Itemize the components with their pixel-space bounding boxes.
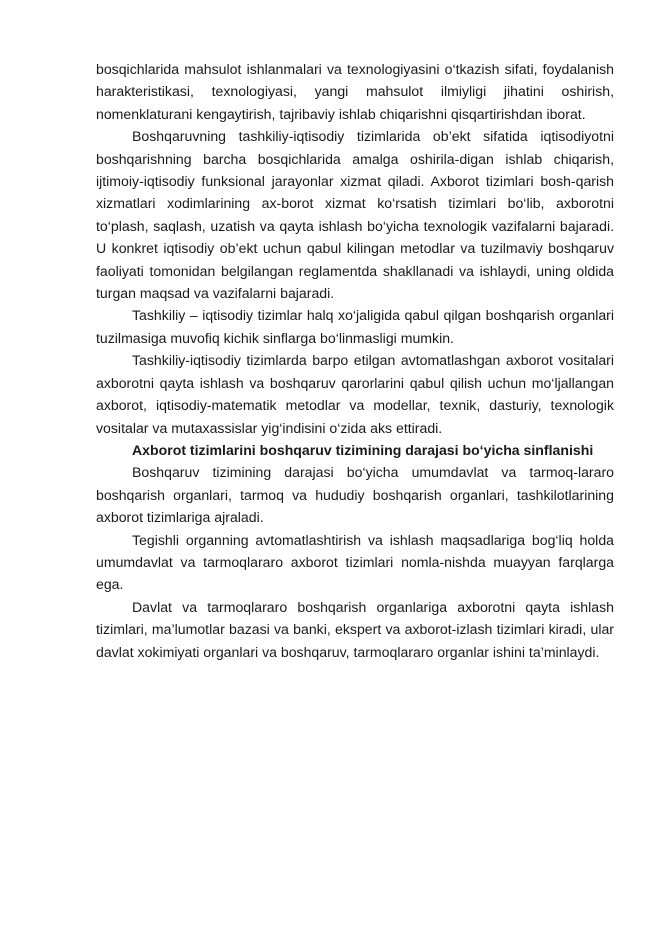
paragraph-4: Tashkiliy-iqtisodiy tizimlarda barpo etilgan avtomatlashgan axborot vositalari axborotni qayta ishlash va boshqaruv qarorlarini qabul qilish uchun mo‘ljallangan axborot, iqtisodiy-matematik metodlar va modellar, texnik, dasturiy, texnologik vositalar va mutaxassislar yig‘indisini o‘zida aks ettiradi. (96, 352, 614, 436)
paragraph-5: Boshqaruv tizimining darajasi bo‘yicha umumdavlat va tarmoq-lararo boshqarish organlari, tarmoq va hududiy boshqarish organlari, tashkilotlarining axborot tizimlariga ajraladi. (96, 464, 614, 526)
paragraph-7: Davlat va tarmoqlararo boshqarish organlariga axborotni qayta ishlash tizimlari, ma’lumotlar bazasi va banki, ekspert va axborot-izlash tizimlari kiradi, ular davlat xokimiyati organlari va boshqaruv, tarmoqlararo organlar ishini ta’minlaydi. (96, 598, 614, 660)
section-heading: Axborot tizimlarini boshqaruv tizimining darajasi bo‘yicha sinflanishi (132, 441, 594, 458)
paragraph-2: Boshqaruvning tashkiliy-iqtisodiy tizimlarida ob’ekt sifatida iqtisodiyotni boshqarishning barcha bosqichlarida amalga oshirila-digan ishlab chiqarish, ijtimoiy-iqtisodiy funksional jarayonlar xizmat qiladi. Axborot tizimlari bosh-qarish xizmatlari xodimlarining ax-borot xizmat ko‘rsatish tizimlari bo‘lib, axborotni to‘plash, saqlash, uzatish va qayta ishlash bo‘yicha texnologik vazifalarni bajaradi. U konkret iqtisodiy ob’ekt uchun qabul kilingan metodlar va tuzilmaviy boshqaruv faoliyati tomonidan belgilangan reglamentda shakllanadi va ishlaydi, uning oldida turgan maqsad va vazifalarni bajaradi. (96, 128, 614, 302)
paragraph-3: Tashkiliy – iqtisodiy tizimlar halq xo‘jaligida qabul qilgan boshqarish organlari tuzilmasiga muvofiq kichik sinflarga bo‘linmasligi mumkin. (96, 307, 614, 346)
paragraph-6: Tegishli organning avtomatlashtirish va ishlash maqsadlariga bog‘liq holda umumdavlat va tarmoqlararo axborot tizimlari nomla-nishda muayyan farqlarga ega. (96, 531, 614, 593)
paragraph-1: bosqichlarida mahsulot ishlanmalari va texnologiyasini o‘tkazish sifati, foydalanish harakteristikasi, texnologiyasi, yangi mahsulot ilmiyligi jihatini oshirish, nomenklaturani kengaytirish, tajribaviy ishlab chiqarishni qisqartirishdan iborat. (96, 61, 614, 122)
document-page (96, 58, 614, 663)
